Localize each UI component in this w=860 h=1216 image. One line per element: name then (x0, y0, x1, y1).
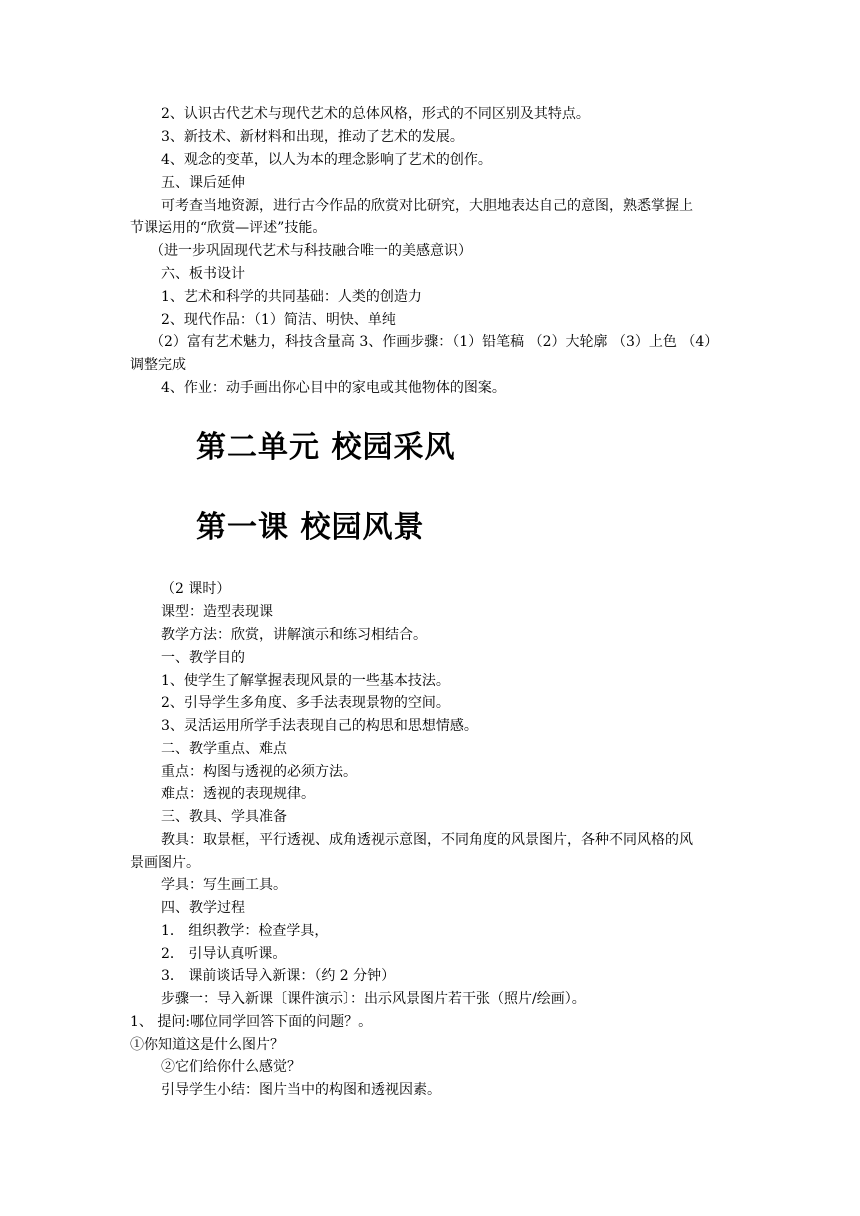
unit-title: 第二单元 校园采风 (196, 430, 456, 465)
text-line: 2、现代作品：（1）简洁、明快、单纯 (161, 312, 396, 328)
section-heading: 二、教学重点、难点 (161, 741, 287, 757)
list-item: 2． 引导认真听课。 (161, 946, 287, 962)
text-line: 课型：造型表现课 (161, 604, 273, 620)
text-line: 可考查当地资源，进行古今作品的欣赏对比研究，大胆地表达自己的意图，熟悉掌握上 (161, 198, 693, 214)
text-line: 教学方法：欣赏，讲解演示和练习相结合。 (161, 627, 427, 643)
section-heading: 三、教具、学具准备 (161, 809, 287, 825)
text-line: 步骤一：导入新课〔课件演示〕：出示风景图片若干张（照片/绘画）。 (161, 991, 586, 1007)
section-heading: 四、教学过程 (161, 900, 245, 916)
text-line: 难点：透视的表现规律。 (161, 786, 315, 802)
text-line: 重点：构图与透视的必须方法。 (161, 764, 357, 780)
text-line: 3、灵活运用所学手法表现自己的构思和思想情感。 (161, 718, 478, 734)
text-line: 调整完成 (130, 357, 186, 373)
section-heading: 五、课后延伸 (161, 175, 245, 191)
text-line: ①你知道这是什么图片？ (130, 1037, 284, 1053)
text-line: （2 课时） (161, 581, 231, 597)
list-item: 1． 组织教学：检查学具， (161, 923, 329, 939)
text-line: 4、作业：动手画出你心目中的家电或其他物体的图案。 (161, 380, 506, 396)
text-line: 教具：取景框，平行透视、成角透视示意图，不同角度的风景图片，各种不同风格的风 (161, 832, 693, 848)
text-line: ②它们给你什么感觉？ (161, 1059, 301, 1075)
list-item: 3． 课前谈话导入新课：（约 2 分钟） (161, 968, 396, 984)
lesson-title: 第一课 校园风景 (196, 510, 425, 545)
text-line: 学具：写生画工具。 (161, 877, 287, 893)
text-line: （2）富有艺术魅力，科技含量高 3、作画步骤：（1）铅笔稿 （2）大轮廓 （3）上色 （4） (150, 334, 719, 350)
text-line: 2、引导学生多角度、多手法表现景物的空间。 (161, 695, 450, 711)
section-heading: 六、板书设计 (161, 266, 245, 282)
text-line: 1、 提问:哪位同学回答下面的问题？。 (130, 1014, 373, 1030)
text-line: 节课运用的“欣赏—评述”技能。 (130, 220, 327, 236)
text-line: 1、使学生了解掌握表现风景的一些基本技法。 (161, 673, 450, 689)
text-line: 景画图片。 (130, 855, 200, 871)
text-line: 3、新技术、新材料和出现，推动了艺术的发展。 (161, 129, 464, 145)
text-line: 2、认识古代艺术与现代艺术的总体风格，形式的不同区别及其特点。 (161, 106, 590, 122)
text-line: 4、观念的变革，以人为本的理念影响了艺术的创作。 (161, 152, 492, 168)
text-line: 1、艺术和科学的共同基础：人类的创造力 (161, 289, 422, 305)
section-heading: 一、教学目的 (161, 650, 245, 666)
text-line: （进一步巩固现代艺术与科技融合唯一的美感意识） (150, 243, 472, 259)
text-line: 引导学生小结：图片当中的构图和透视因素。 (161, 1082, 441, 1098)
